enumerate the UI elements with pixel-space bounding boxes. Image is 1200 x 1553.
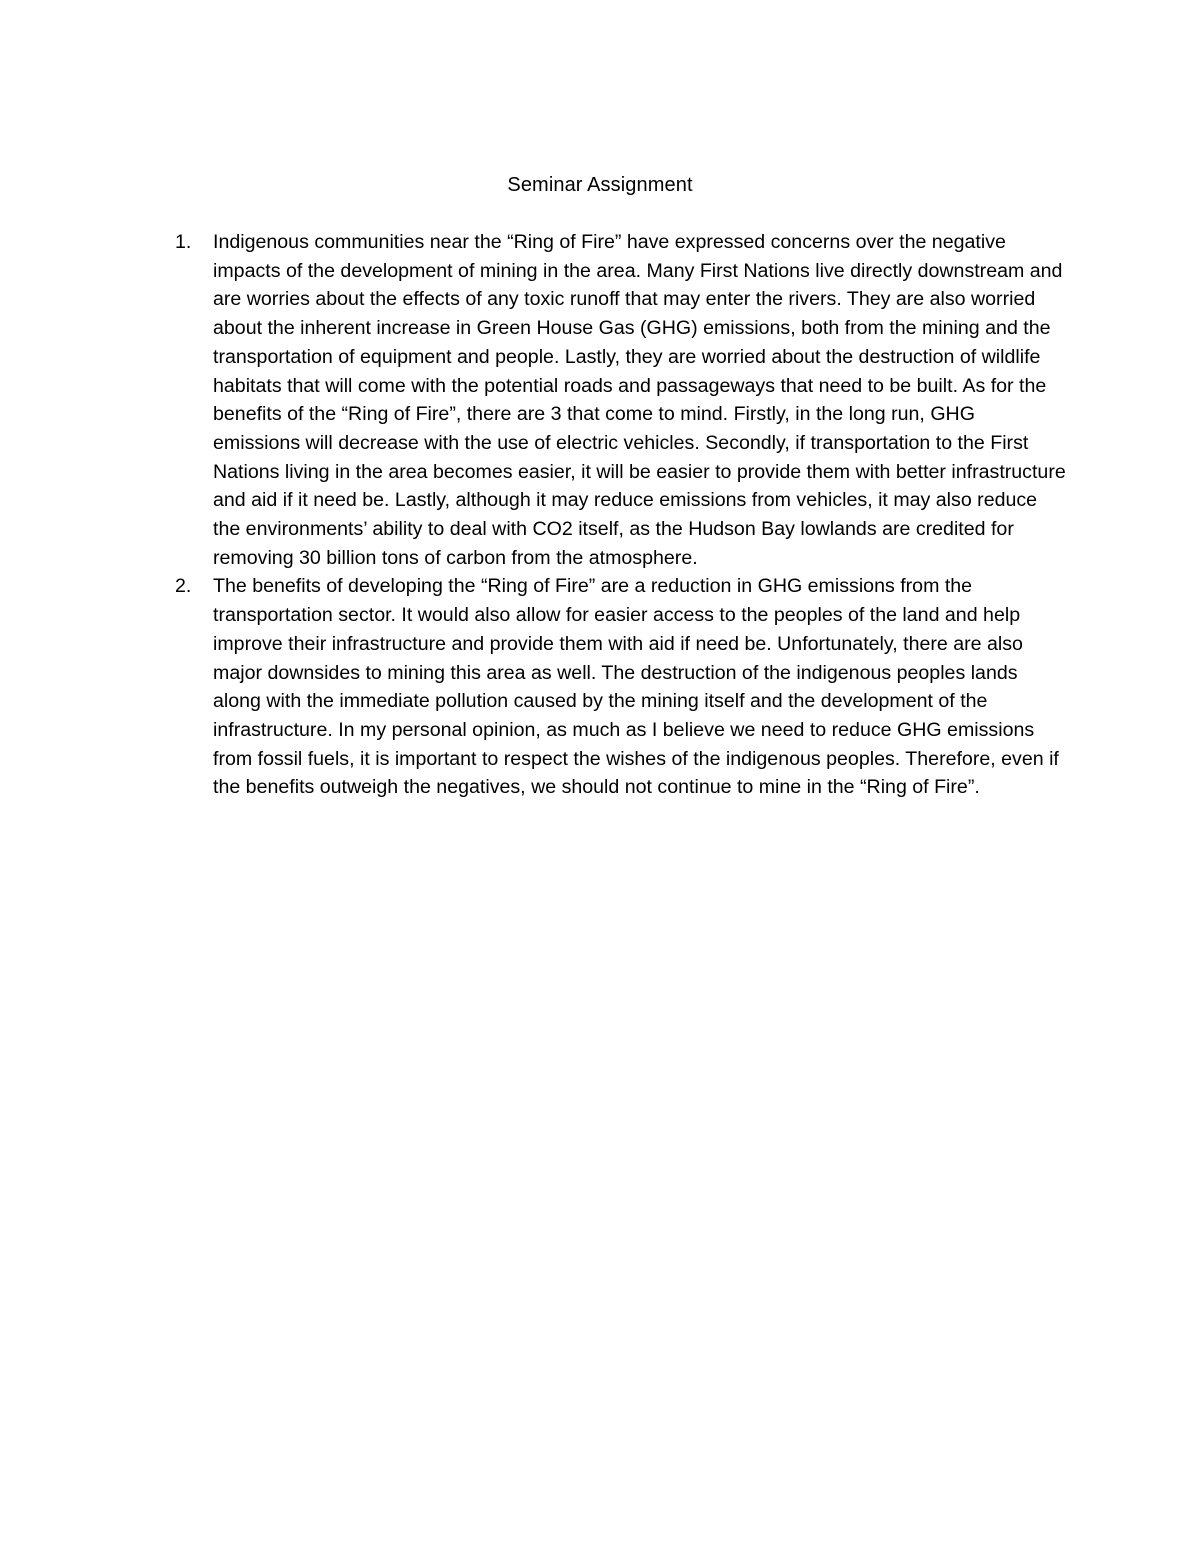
document-title: Seminar Assignment <box>507 174 693 196</box>
list-item <box>172 228 1067 572</box>
list-item-number: 1. <box>175 231 192 253</box>
list-item <box>172 572 1067 802</box>
list-item-text: Indigenous communities near the “Ring of Fire” have expressed concerns over the negative impacts of the development of mining in the area. Many First Nations live directly downstream and are worries about the effects of any toxic runoff that may enter the rivers. They are also worried about the inherent increase in Green House Gas (GHG) emissions, both from the mining and the transportation of equipment and people. Lastly, they are worried about the destruction of wildlife habitats that will come with the potential roads and passageways that need to be built. As for the benefits of the “Ring of Fire”, there are 3 that come to mind. Firstly, in the long run, GHG emissions will decrease with the use of electric vehicles. Secondly, if transportation to the First Nations living in the area becomes easier, it will be easier to provide them with better infrastructure and aid if it need be. Lastly, although it may reduce emissions from vehicles, it may also reduce the environments’ ability to deal with CO2 itself, as the Hudson Bay lowlands are credited for removing 30 billion tons of carbon from the atmosphere. <box>213 231 1066 569</box>
list-item-number: 2. <box>175 575 192 598</box>
list-item-text: The benefits of developing the “Ring of Fire” are a reduction in GHG emissions from the transportation sector. It would also allow for easier access to the peoples of the land and help improve their infrastructure and provide them with aid if need be. Unfortunately, there are also major downsides to mining this area as well. The destruction of the indigenous peoples lands along with the immediate pollution caused by the mining itself and the development of the infrastructure. In my personal opinion, as much as I believe we need to reduce GHG emissions from fossil fuels, it is important to respect the wishes of the indigenous peoples. Therefore, even if the benefits outweigh the negatives, we should not continue to mine in the “Ring of Fire”. <box>213 575 1059 799</box>
numbered-list <box>172 228 1067 802</box>
